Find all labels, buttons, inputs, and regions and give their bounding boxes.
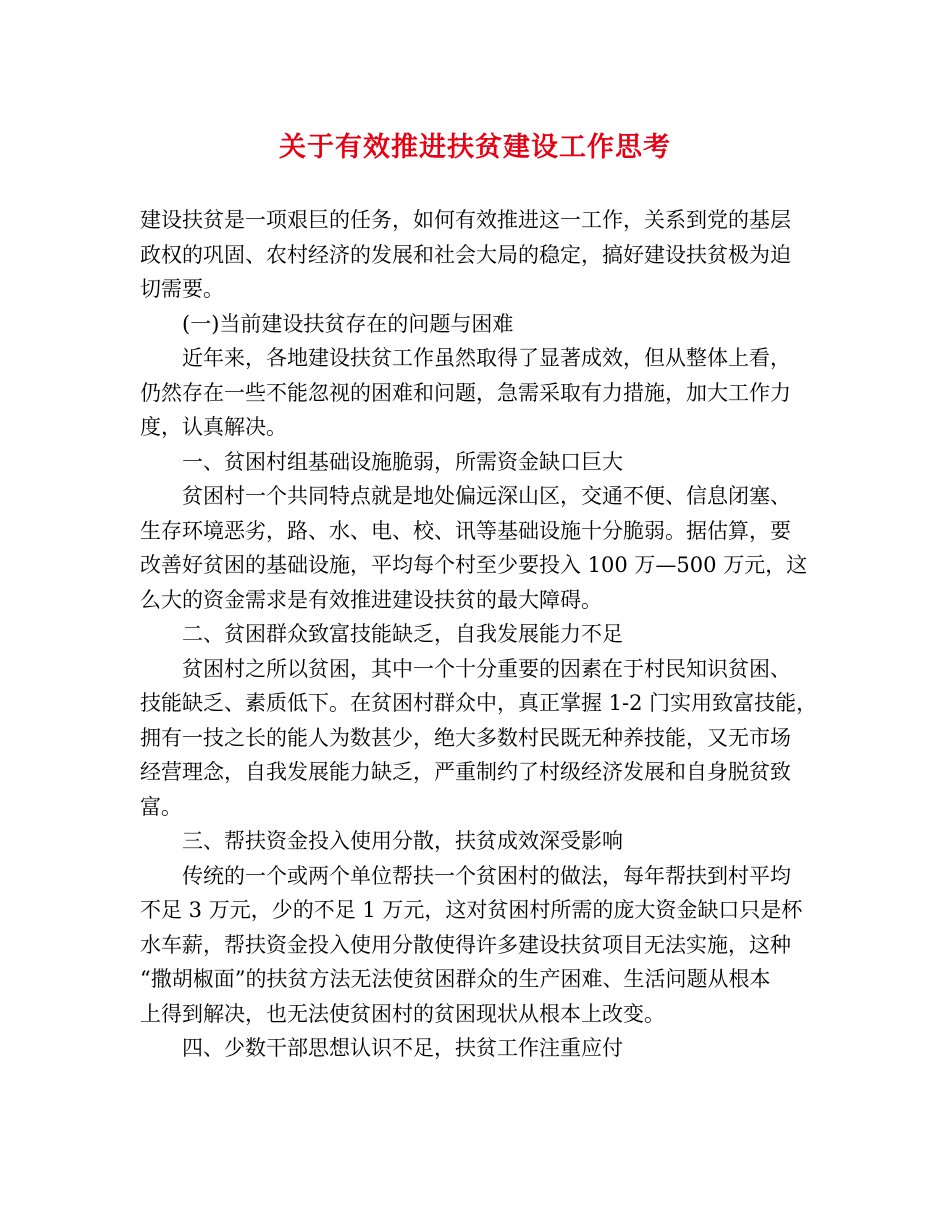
paragraph (140, 652, 818, 825)
text-line: 二、贫困群众致富技能缺乏，自我发展能力不足 (182, 622, 623, 646)
paragraph-intro (140, 203, 815, 307)
section-heading (140, 307, 815, 342)
text-line: 改善好贫困的基础设施，平均每个村至少要投入 100 万—500 万元，这 (140, 553, 808, 577)
paragraph (140, 859, 815, 1032)
text-line: 技能缺乏、素质低下。在贫困村群众中，真正掌握 1-2 门实用致富技能， (140, 691, 818, 715)
paragraph (140, 479, 815, 617)
text-line: 上得到解决，也无法使贫困村的贫困现状从根本上改变。 (140, 1001, 665, 1026)
text-line: 仍然存在一些不能忽视的困难和问题，急需采取有力措施，加大工作力 (140, 380, 791, 405)
subsection-heading (140, 1031, 815, 1066)
text-line: 四、少数干部思想认识不足，扶贫工作注重应付 (182, 1036, 623, 1060)
text-line: 切需要。 (140, 277, 224, 301)
subsection-heading (140, 617, 815, 652)
text-line: 水车薪，帮扶资金投入使用分散使得许多建设扶贫项目无法实施，这种 (140, 932, 791, 957)
text-line: 贫困村一个共同特点就是地处偏远深山区，交通不便、信息闭塞、 (182, 484, 791, 508)
text-line: 三、帮扶资金投入使用分散，扶贫成效深受影响 (182, 829, 623, 853)
text-line: 不足 3 万元，少的不足 1 万元，这对贫困村所需的庞大资金缺口只是杯 (140, 898, 803, 922)
document-title: 关于有效推进扶贫建设工作思考 (279, 132, 671, 163)
text-line: 么大的资金需求是有效推进建设扶贫的最大障碍。 (140, 587, 602, 612)
text-line: 生存环境恶劣，路、水、电、校、讯等基础设施十分脆弱。据估算，要 (140, 518, 791, 543)
text-line: (一)当前建设扶贫存在的问题与困难 (182, 311, 514, 336)
paragraph (140, 341, 815, 445)
text-line: 富。 (140, 794, 182, 819)
text-line: 传统的一个或两个单位帮扶一个贫困村的做法，每年帮扶到村平均 (182, 863, 791, 888)
text-line: 贫困村之所以贫困，其中一个十分重要的因素在于村民知识贫困、 (182, 656, 791, 681)
text-line: 政权的巩固、农村经济的发展和社会大局的稳定，搞好建设扶贫极为迫 (140, 242, 791, 267)
text-line: 近年来，各地建设扶贫工作虽然取得了显著成效，但从整体上看， (182, 346, 791, 370)
text-line: 一、贫困村组基础设施脆弱，所需资金缺口巨大 (182, 449, 623, 474)
text-line: 度，认真解决。 (140, 415, 287, 439)
text-line: “撒胡椒面”的扶贫方法无法使贫困群众的生产困难、生活问题从根本 (140, 967, 771, 991)
text-line: 建设扶贫是一项艰巨的任务，如何有效推进这一工作，关系到党的基层 (140, 208, 791, 232)
text-line: 拥有一技之长的能人为数甚少，绝大多数村民既无种养技能，又无市场 (140, 725, 791, 750)
subsection-heading (140, 824, 815, 859)
document-body (140, 203, 818, 1066)
text-line: 经营理念，自我发展能力缺乏，严重制约了村级经济发展和自身脱贫致 (140, 760, 791, 784)
subsection-heading (140, 445, 815, 480)
